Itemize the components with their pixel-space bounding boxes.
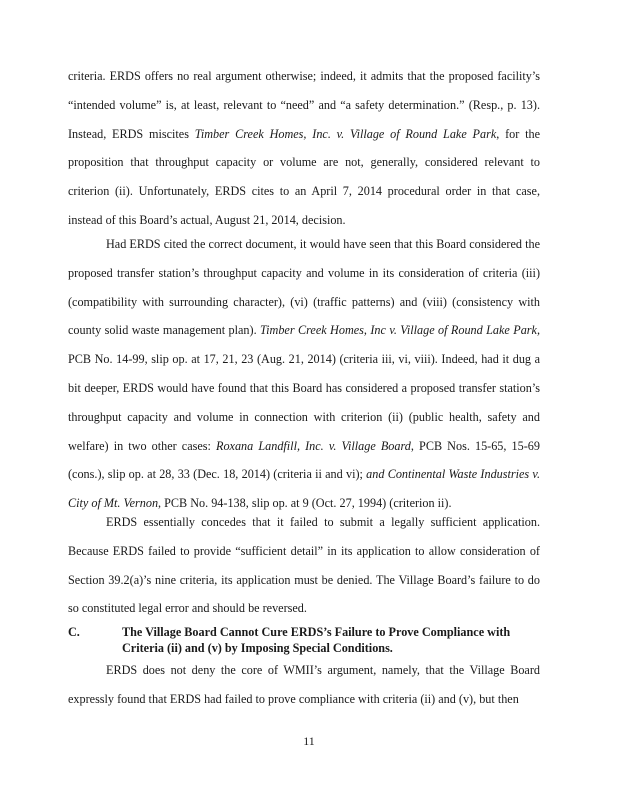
- paragraph-2-text-a: Had ERDS cited the correct document, it would have seen that this Board considered the proposed transfer station’s throughput capacity and volume in its consideration of criteria (iii) (compatibility with surrounding character), (vi) (traffic patterns) and (viii) (consistency with county solid waste management plan).: [68, 237, 540, 338]
- section-heading-text: The Village Board Cannot Cure ERDS’s Failure to Prove Compliance with Criteria (ii) and (v) by Imposing Special Conditions.: [122, 625, 511, 655]
- page-number: 11: [303, 734, 315, 748]
- paragraph-4: ERDS does not deny the core of WMII’s argument, namely, that the Village Board expressly found that ERDS had failed to prove compliance with criteria (ii) and (v), but then: [68, 663, 540, 706]
- case-citation-timber-creek-2: Timber Creek Homes, Inc v. Village of Round Lake Park,: [260, 323, 540, 338]
- paragraph-1-text-a: criteria. ERDS offers no real argument otherwise; indeed, it admits that the proposed facility’s “intended volume” is, at least, relevant to “need” and “a safety determination.” (Resp., p. 13). Instead, ERDS miscites: [68, 69, 540, 141]
- paragraph-1: [68, 62, 540, 235]
- case-citation-continental: and Continental Waste Industries v. City of Mt. Vernon: [68, 467, 540, 511]
- paragraph-2-text-d: , PCB No. 94-138, slip op. at 9 (Oct. 27, 1994) (criterion ii).: [158, 496, 452, 511]
- paragraph-3: ERDS essentially concedes that it failed to submit a legally sufficient application. Because ERDS failed to provide “sufficient detail” in its application to allow consideration of Section 39.2(a)’s nine criteria, its application must be denied. The Village Board’s failure to do so constituted legal error and should be reversed.: [68, 515, 540, 616]
- paragraph-2-text-c: , PCB Nos. 15-65, 15-69 (cons.), slip op. at 28, 33 (Dec. 18, 2014) (criteria ii and vi);: [68, 438, 540, 482]
- case-citation-roxana: Roxana Landfill, Inc. v. Village Board: [216, 438, 411, 453]
- case-citation-timber-creek: Timber Creek Homes, Inc. v. Village of Round Lake Park: [194, 126, 497, 141]
- paragraph-2-text-b: PCB No. 14-99, slip op. at 17, 21, 23 (Aug. 21, 2014) (criteria iii, vi, viii). Indeed, had it dug a bit deeper, ERDS would have found that this Board has considered a proposed transfer station’s throughput capacity and volume in connection with criterion (ii) (public health, safety and welfare) in two other cases:: [68, 352, 540, 453]
- section-letter: C.: [68, 625, 80, 639]
- paragraph-2: [68, 230, 540, 518]
- paragraph-1-text-b: , for the proposition that throughput capacity or volume are not, generally, considered relevant to criterion (ii). Unfortunately, ERDS cites to an April 7, 2014 procedural order in that case, instead of this Board’s actual, August 21, 2014, decision.: [68, 126, 540, 227]
